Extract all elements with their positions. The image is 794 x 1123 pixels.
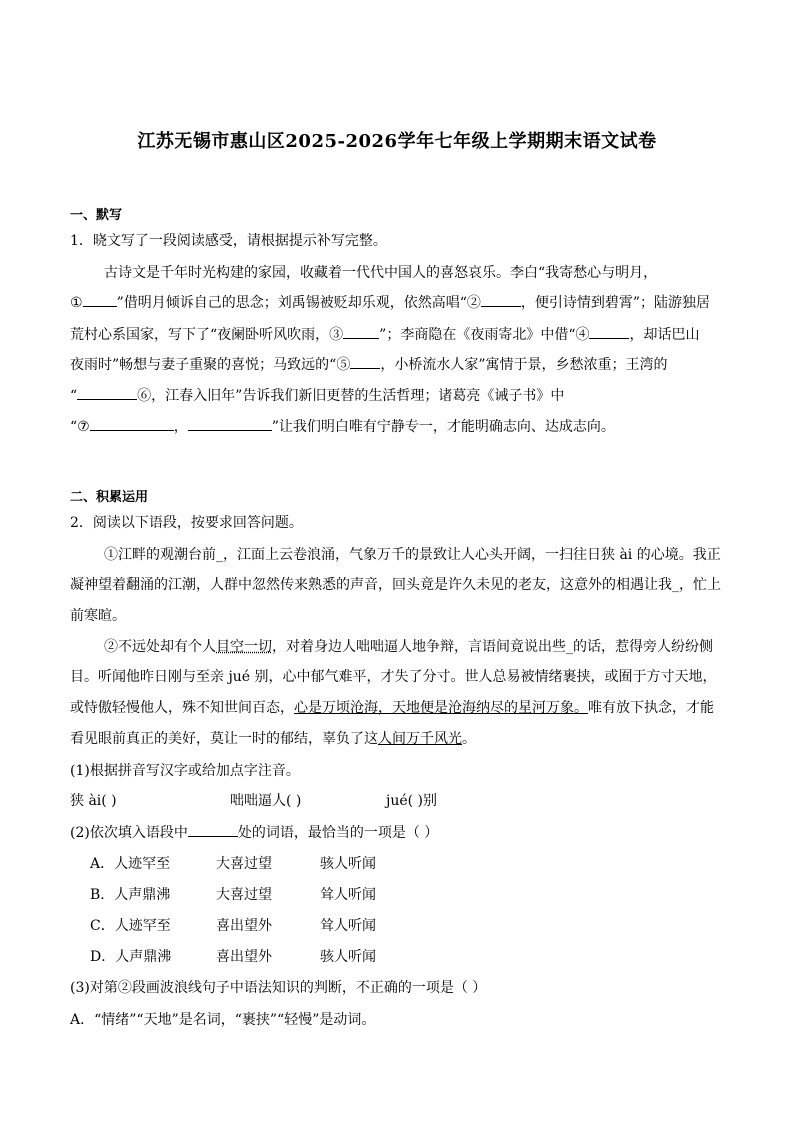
option-c-word2: 喜出望外: [216, 918, 272, 934]
blank-3[interactable]: [343, 324, 379, 339]
q2-text: ，对着身边人咄咄逼人地争辩，言语间竟说出些_的话，惹得旁人纷纷侧: [272, 639, 713, 655]
option-a-word2: 大喜过望: [216, 856, 272, 872]
q1-text: “⑦: [70, 419, 90, 435]
q1-text: ”借明月倾诉自己的思念；刘禹锡被贬却乐观，依然高唱“②: [116, 295, 481, 311]
q1-text: ⑥，江春入旧年”告诉我们新旧更替的生活哲理；诸葛亮《诫子书》中: [137, 388, 565, 404]
q2-para1-line-3: 前寒暄。: [70, 608, 126, 624]
sub2-text: (2)依次填入语段中: [70, 825, 188, 841]
blank-2[interactable]: [481, 292, 521, 307]
sub1-item-3[interactable]: jué( )别: [386, 793, 438, 809]
q2-text: ②不远处却有个人: [104, 639, 216, 655]
dotted-word-mukongyiqie: 目空一切: [216, 639, 272, 655]
q2-para2-line-1: [104, 636, 764, 656]
q1-prompt: 1．晓文写了一段阅读感受，请根据提示补写完整。: [70, 233, 387, 249]
q1-para-line-2: [70, 292, 730, 312]
blank-5[interactable]: [350, 354, 380, 369]
q2-text: 。: [462, 731, 476, 747]
q1-text: 夜雨时”畅想与妻子重聚的喜悦；马致远的“⑤: [70, 357, 351, 373]
q2-text: 唯有放下执念，才能: [588, 700, 714, 716]
underlined-phrase: 人间万千风光: [378, 731, 462, 747]
q1-text: ，小桥流水人家”寓情于景，乡愁浓重；王湾的: [380, 357, 668, 373]
sub2-text: 处的词语，最恰当的一项是（ ）: [237, 825, 439, 841]
q2-para2-line-2: 目。听闻他昨日刚与至亲 jué 别，心中郁气难平，才失了分寸。世人总易被情绪裹挟，或囿于方寸天地，: [70, 669, 717, 685]
option-d-label[interactable]: D．人声鼎沸: [90, 949, 172, 965]
sub1-item-2[interactable]: 咄咄逼人( ): [230, 793, 302, 809]
page-title: 江苏无锡市惠山区2025-2026学年七年级上学期期末语文试卷: [137, 131, 657, 152]
q1-text: ，: [173, 419, 188, 435]
q1-text: ，却话巴山: [629, 327, 700, 343]
option-a-label[interactable]: A．人迹罕至: [90, 856, 171, 872]
blank-1[interactable]: [83, 292, 117, 307]
option-b-word2: 大喜过望: [216, 887, 272, 903]
q1-text: ”；李商隐在《夜雨寄北》中借“④: [379, 327, 590, 343]
sub2-blank: [188, 822, 238, 837]
q1-text: 荒村心系国家，写下了“夜阑卧听风吹雨，③: [70, 327, 344, 343]
sub3-option-a[interactable]: A．“情绪”“天地”是名词，“裹挟”“轻慢”是动词。: [70, 1012, 376, 1028]
q2-para2-line-4: [70, 728, 730, 748]
q2-prompt: 2．阅读以下语段，按要求回答问题。: [70, 515, 303, 531]
option-b-word3: 耸人听闻: [320, 887, 376, 903]
q2-para1-line-2: 凝神望着翻涌的江潮，人群中忽然传来熟悉的声音，回头竟是许久未见的老友，这意外的相遇让我_，忙上: [70, 577, 721, 593]
option-c-word3: 耸人听闻: [320, 918, 376, 934]
q2-para2-line-3: [70, 697, 730, 717]
sub3-prompt: (3)对第②段画波浪线句子中语法知识的判断，不正确的一项是（ ）: [70, 980, 487, 996]
q2-para1-line-1: ①江畔的观潮台前_，江面上云卷浪涌，气象万千的景致让人心头开阔，一扫往日狭 ài 的心境。我正: [104, 547, 721, 563]
option-c-label[interactable]: C．人迹罕至: [90, 918, 171, 934]
section2-heading: 二、积累运用: [70, 490, 149, 505]
blank-6[interactable]: [77, 385, 137, 400]
q1-para-line-4: [70, 354, 730, 374]
blank-7b[interactable]: [188, 416, 272, 431]
option-d-word2: 喜出望外: [216, 949, 272, 965]
q1-para-line-1: 古诗文是千年时光构建的家园，收藏着一代代中国人的喜怒哀乐。李白“我寄愁心与明月，: [104, 265, 658, 281]
sub2-prompt: [70, 822, 730, 842]
section1-heading: 一、默写: [70, 208, 123, 223]
q1-para-line-5: [70, 385, 730, 405]
blank-4[interactable]: [589, 324, 629, 339]
sub1-prompt: (1)根据拼音写汉字或给加点字注音。: [70, 763, 300, 779]
q1-text: ，便引诗情到碧霄”；陆游独居: [520, 295, 711, 311]
q1-text: “: [70, 388, 78, 404]
underlined-sentence: 心是万顷沧海，天地便是沧海纳尽的星河万象。: [294, 700, 588, 716]
option-d-word3: 骇人听闻: [320, 949, 376, 965]
q1-para-line-3: [70, 324, 730, 344]
blank-1-number: ①: [70, 295, 83, 311]
q1-para-line-6: [70, 416, 730, 436]
option-a-word3: 骇人听闻: [320, 856, 376, 872]
option-b-label[interactable]: B．人声鼎沸: [90, 887, 171, 903]
blank-7a[interactable]: [90, 416, 174, 431]
sub1-item-1[interactable]: 狭 ài( ): [70, 793, 117, 809]
q2-text: 或恃傲轻慢他人，殊不知世间百态，: [70, 700, 294, 716]
q2-text: 看见眼前真正的美好，莫让一时的郁结，辜负了这: [70, 731, 378, 747]
q1-text: ”让我们明白唯有宁静专一，才能明确志向、达成志向。: [271, 419, 615, 435]
